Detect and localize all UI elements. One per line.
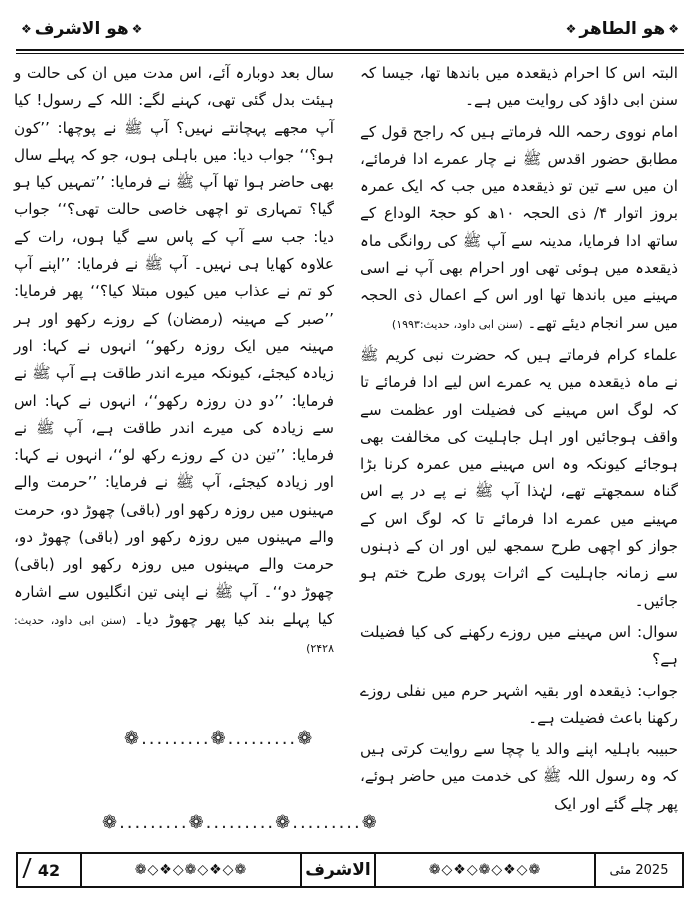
header-left-title	[18, 14, 145, 44]
footer-date-year: 2025	[635, 862, 669, 878]
ornament-row-1	[122, 728, 316, 749]
header-right-ornament-start: ❖	[565, 22, 577, 36]
left-para-1	[14, 60, 334, 663]
ornament-row-1-pattern: ❁.........❁.........❁	[124, 728, 315, 749]
right-para-2-text: امام نووی رحمہ اللہ فرماتے ہیں کہ راجح قول کے مطابق حضور اقدس ﷺ نے چار عمرے ادا فرمائے، ان میں سے تین تو ذیقعدہ میں جب کہ ایک عمرہ بروز اتوار ۴/ ذی الحجہ ۱۰ھ کو حجۃ الوداع کے ساتھ ادا فرمایا، مدینہ سے آپ ﷺ کی روانگی ماہ ذیقعدہ میں ہوئی تھی اور احرام بھی آپ نے اسی مہینے میں باندھا تھا اور اس کے اعمال ذی الحجہ میں سر انجام دیئے تھے۔	[360, 122, 678, 332]
page-number-box	[18, 854, 82, 886]
left-para-1-text: سال بعد دوبارہ آئے، اس مدت میں ان کی حالت و ہیئت بدل گئی تھی، کہنے لگے: اللہ کے رسول! کیا آپ مجھے پہچانتے نہیں؟ آپ ﷺ نے پوچھا: ’’کون ہو؟‘‘ جواب دیا: میں باہلی ہوں، جو کہ پہلے سال بھی حاضر ہوا تھا آپ ﷺ نے فرمایا: ’’تمہیں کیا ہو گیا؟ تمہاری تو اچھی خاصی حالت تھی؟‘‘ جواب دیا: جب سے آپ کے پاس سے گیا ہوں، رات کے علاوہ کھایا ہی نہیں۔ آپ ﷺ نے فرمایا: ’’اپنے آپ کو تم نے عذاب میں کیوں مبتلا کیا؟‘‘ پھر فرمایا: ’’صبر کے مہینہ (رمضان) کے روزے رکھو اور ہر مہینہ میں ایک روزہ رکھو‘‘ انہوں نے کہا: اور زیادہ کیجئے، کیونکہ میرے اندر طاقت ہے آپ ﷺ نے فرمایا: ’’دو دن روزہ رکھو‘‘، انہوں نے کہا: اس سے زیادہ کی میرے اندر طاقت ہے، آپ ﷺ نے فرمایا: ’’تین دن کے روزے رکھ لو‘‘، انہوں نے کہا: اور زیادہ کیجئے، آپ ﷺ نے فرمایا: ’’حرمت والے مہینوں میں روزہ رکھو اور (باقی) چھوڑ دو، حرمت والے مہینوں میں روزہ رکھو اور (باقی) چھوڑ دو، حرمت والے مہینوں میں روزہ رکھو اور (باقی) چھوڑ دو‘‘۔ آپ ﷺ نے اپنی تین انگلیوں سے اشارہ کیا پہلے بند کیا پھر چھوڑ دیا۔	[14, 64, 335, 628]
footer-ornament-right: ❁◇❖◇❁◇❖◇❁	[428, 862, 542, 878]
page-number: 42	[37, 860, 61, 880]
ornament-row-2-pattern: ❁.........❁.........❁.........❁	[102, 812, 379, 833]
right-para-4: حبیبہ باہلیہ اپنے والد یا چچا سے روایت کرتی ہیں کہ وہ رسول اللہ ﷺ کی خدمت میں حاضر ہوئے، پھر چلے گئے اور ایک	[360, 740, 678, 813]
header-rule	[16, 49, 684, 51]
header-right-ornament-end: ❖	[668, 22, 679, 36]
right-column	[360, 60, 678, 822]
header-right-text: هو الطاهر	[579, 19, 666, 39]
left-para-1-reference: (سنن ابی داود، حدیث: ۲۴۲۸)	[14, 613, 334, 656]
header-right-title	[563, 14, 682, 44]
right-para-1: البتہ اس کا احرام ذیقعدہ میں باندھا تھا، جیسا کہ سنن ابی داؤد کی روایت میں ہے۔	[360, 64, 678, 110]
footer-ornament-left: ❁◇❖◇❁◇❖◇❁	[134, 862, 248, 878]
right-para-2-reference: (سنن ابی داود، حدیث:۱۹۹۳)	[391, 317, 523, 331]
footer-bar	[16, 852, 684, 888]
header-left-ornament-end: ❖	[131, 22, 143, 36]
ornament-row-2	[100, 812, 381, 833]
footer-issue-date	[594, 854, 682, 886]
left-column	[14, 60, 334, 667]
answer-text: جواب: ذیقعدہ اور بقیہ اشہر حرم میں نفلی روزے رکھنا باعث فضیلت ہے۔	[360, 681, 678, 727]
right-para-2	[360, 119, 678, 338]
footer-magazine-title: الاشرف	[300, 854, 376, 886]
header-left-text: هو الاشرف	[34, 19, 129, 39]
question-text: سوال: اس مہینے میں روزے رکھنے کی کیا فضیلت ہے؟	[360, 622, 678, 669]
right-para-3: علماء کرام فرماتے ہیں کہ حضرت نبی کریم ﷺ نے ماہ ذیقعدہ میں یہ عمرے اس لیے ادا فرمائے تا کہ لوگ اس مہینے کی فضیلت اور عظمت سے واقف ہوجائیں اور اہل جاہلیت کی مخالفت بھی ہوجائے کیونکہ وہ اس مہینے میں عمرہ کرنا بڑا گناہ سمجھتے تھے، لہٰذا آپ ﷺ نے پے در پے اس مہینے میں عمرے ادا فرمائے تا کہ لوگ اس کے جواز کو اچھی طرح سمجھ لیں اور ان کے ذہنوں سے زمانہ جاہلیت کے اثرات پوری طرح ختم ہو جائیں۔	[360, 345, 678, 610]
header-rule-thin	[16, 53, 684, 54]
header-left-ornament-start: ❖	[21, 22, 32, 36]
footer-date-month: مئی	[609, 862, 632, 878]
